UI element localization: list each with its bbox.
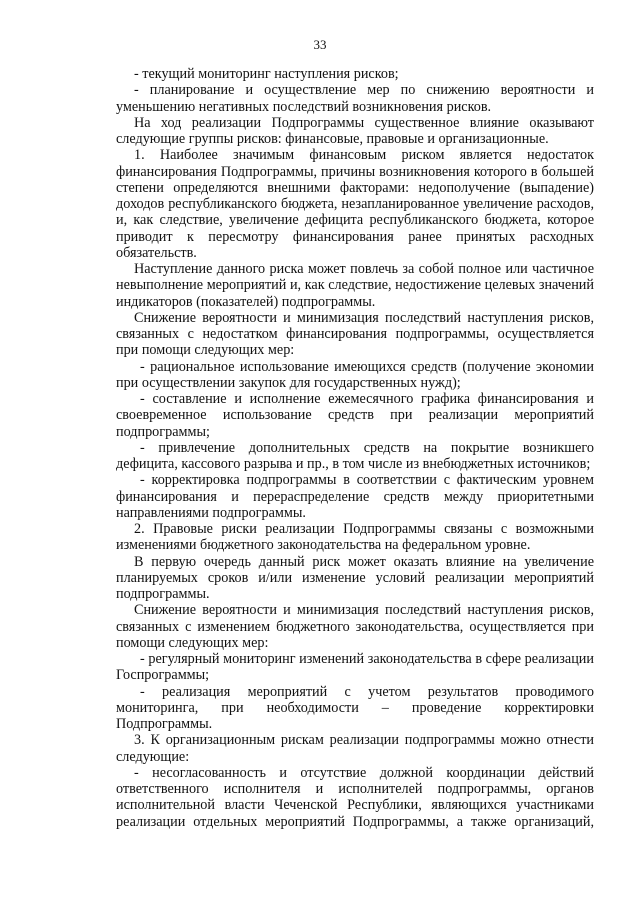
paragraph-risk-groups: На ход реализации Подпрограммы существенное влияние оказывают следующие группы рисков: финансовые, правовые и организационные. [116, 114, 594, 147]
page-number: 33 [313, 37, 327, 52]
paragraph-legal-measures-intro: Снижение вероятности и минимизация последствий наступления рисков, связанных с изменением бюджетного законодательства, осуществляется при помощи следующих мер: [116, 602, 594, 651]
list-item-coordination: - несогласованность и отсутствие должной координации действий ответственного исполнителя и исполнителей подпрограммы, органов исполнительной власти Чеченской Республики, являющихся участниками реализации отдельных мероприятий Подпрограммы, а также организаций, [116, 764, 594, 830]
paragraph-monitoring: - текущий мониторинг наступления рисков; [134, 66, 399, 82]
list-item-rational-use: - рациональное использование имеющихся средств (получение экономии при осуществлении закупок для государственных нужд); [116, 358, 594, 391]
paragraph-legal-risk: 2. Правовые риски реализации Подпрограммы связаны с возможными изменениями бюджетного законодательства на федеральном уровне. [116, 521, 594, 554]
paragraph-planning: - планирование и осуществление мер по снижению вероятности и уменьшению негативных последствий возникновения рисков. [116, 82, 594, 115]
list-item-schedule: - составление и исполнение ежемесячного графика финансирования и своевременное использование средств при реализации мероприятий подпрограммы; [116, 391, 594, 440]
paragraph-financial-risk: 1. Наиболее значимым финансовым риском является недостаток финансирования Подпрограммы, причины возникновения которого в большей степени определяются внешними факторами: недополучение (выпадение) доходов республиканского бюджета, незапланированное увеличение расходов, и, как следствие, увеличение дефицита республиканского бюджета, которое приводит к пересмотру финансирования ранее принятых расходных обязательств. [116, 147, 594, 261]
paragraph-financial-measures-intro: Снижение вероятности и минимизация последствий наступления рисков, связанных с недостатком финансирования подпрограммы, осуществляется при помощи следующих мер: [116, 309, 594, 359]
list-item-legal-monitoring: - регулярный мониторинг изменений законодательства в сфере реализации Госпрограммы; [116, 651, 594, 684]
list-item-legal-implementation: - реализация мероприятий с учетом результатов проводимого мониторинга, при необходимости – проведение корректировки Подпрограммы. [116, 683, 594, 732]
paragraph-organizational-risk: 3. К организационным рискам реализации подпрограммы можно отнести следующие: [116, 732, 594, 765]
list-item-adjustment: - корректировка подпрограммы в соответствии с фактическим уровнем финансирования и перераспределение средств между приоритетными направлениями подпрограммы. [116, 472, 594, 521]
paragraph-risk-consequence: Наступление данного риска может повлечь за собой полное или частичное невыполнение мероприятий и, как следствие, недостижение целевых значений индикаторов (показателей) подпрограммы. [116, 261, 594, 310]
list-item-additional-funds: - привлечение дополнительных средств на покрытие возникшего дефицита, кассового разрыва и пр., в том числе из внебюджетных источников; [116, 439, 594, 472]
paragraph-legal-impact: В первую очередь данный риск может оказать влияние на увеличение планируемых сроков и/или изменение условий реализации мероприятий подпрограммы. [116, 553, 594, 602]
document-body [116, 66, 594, 830]
